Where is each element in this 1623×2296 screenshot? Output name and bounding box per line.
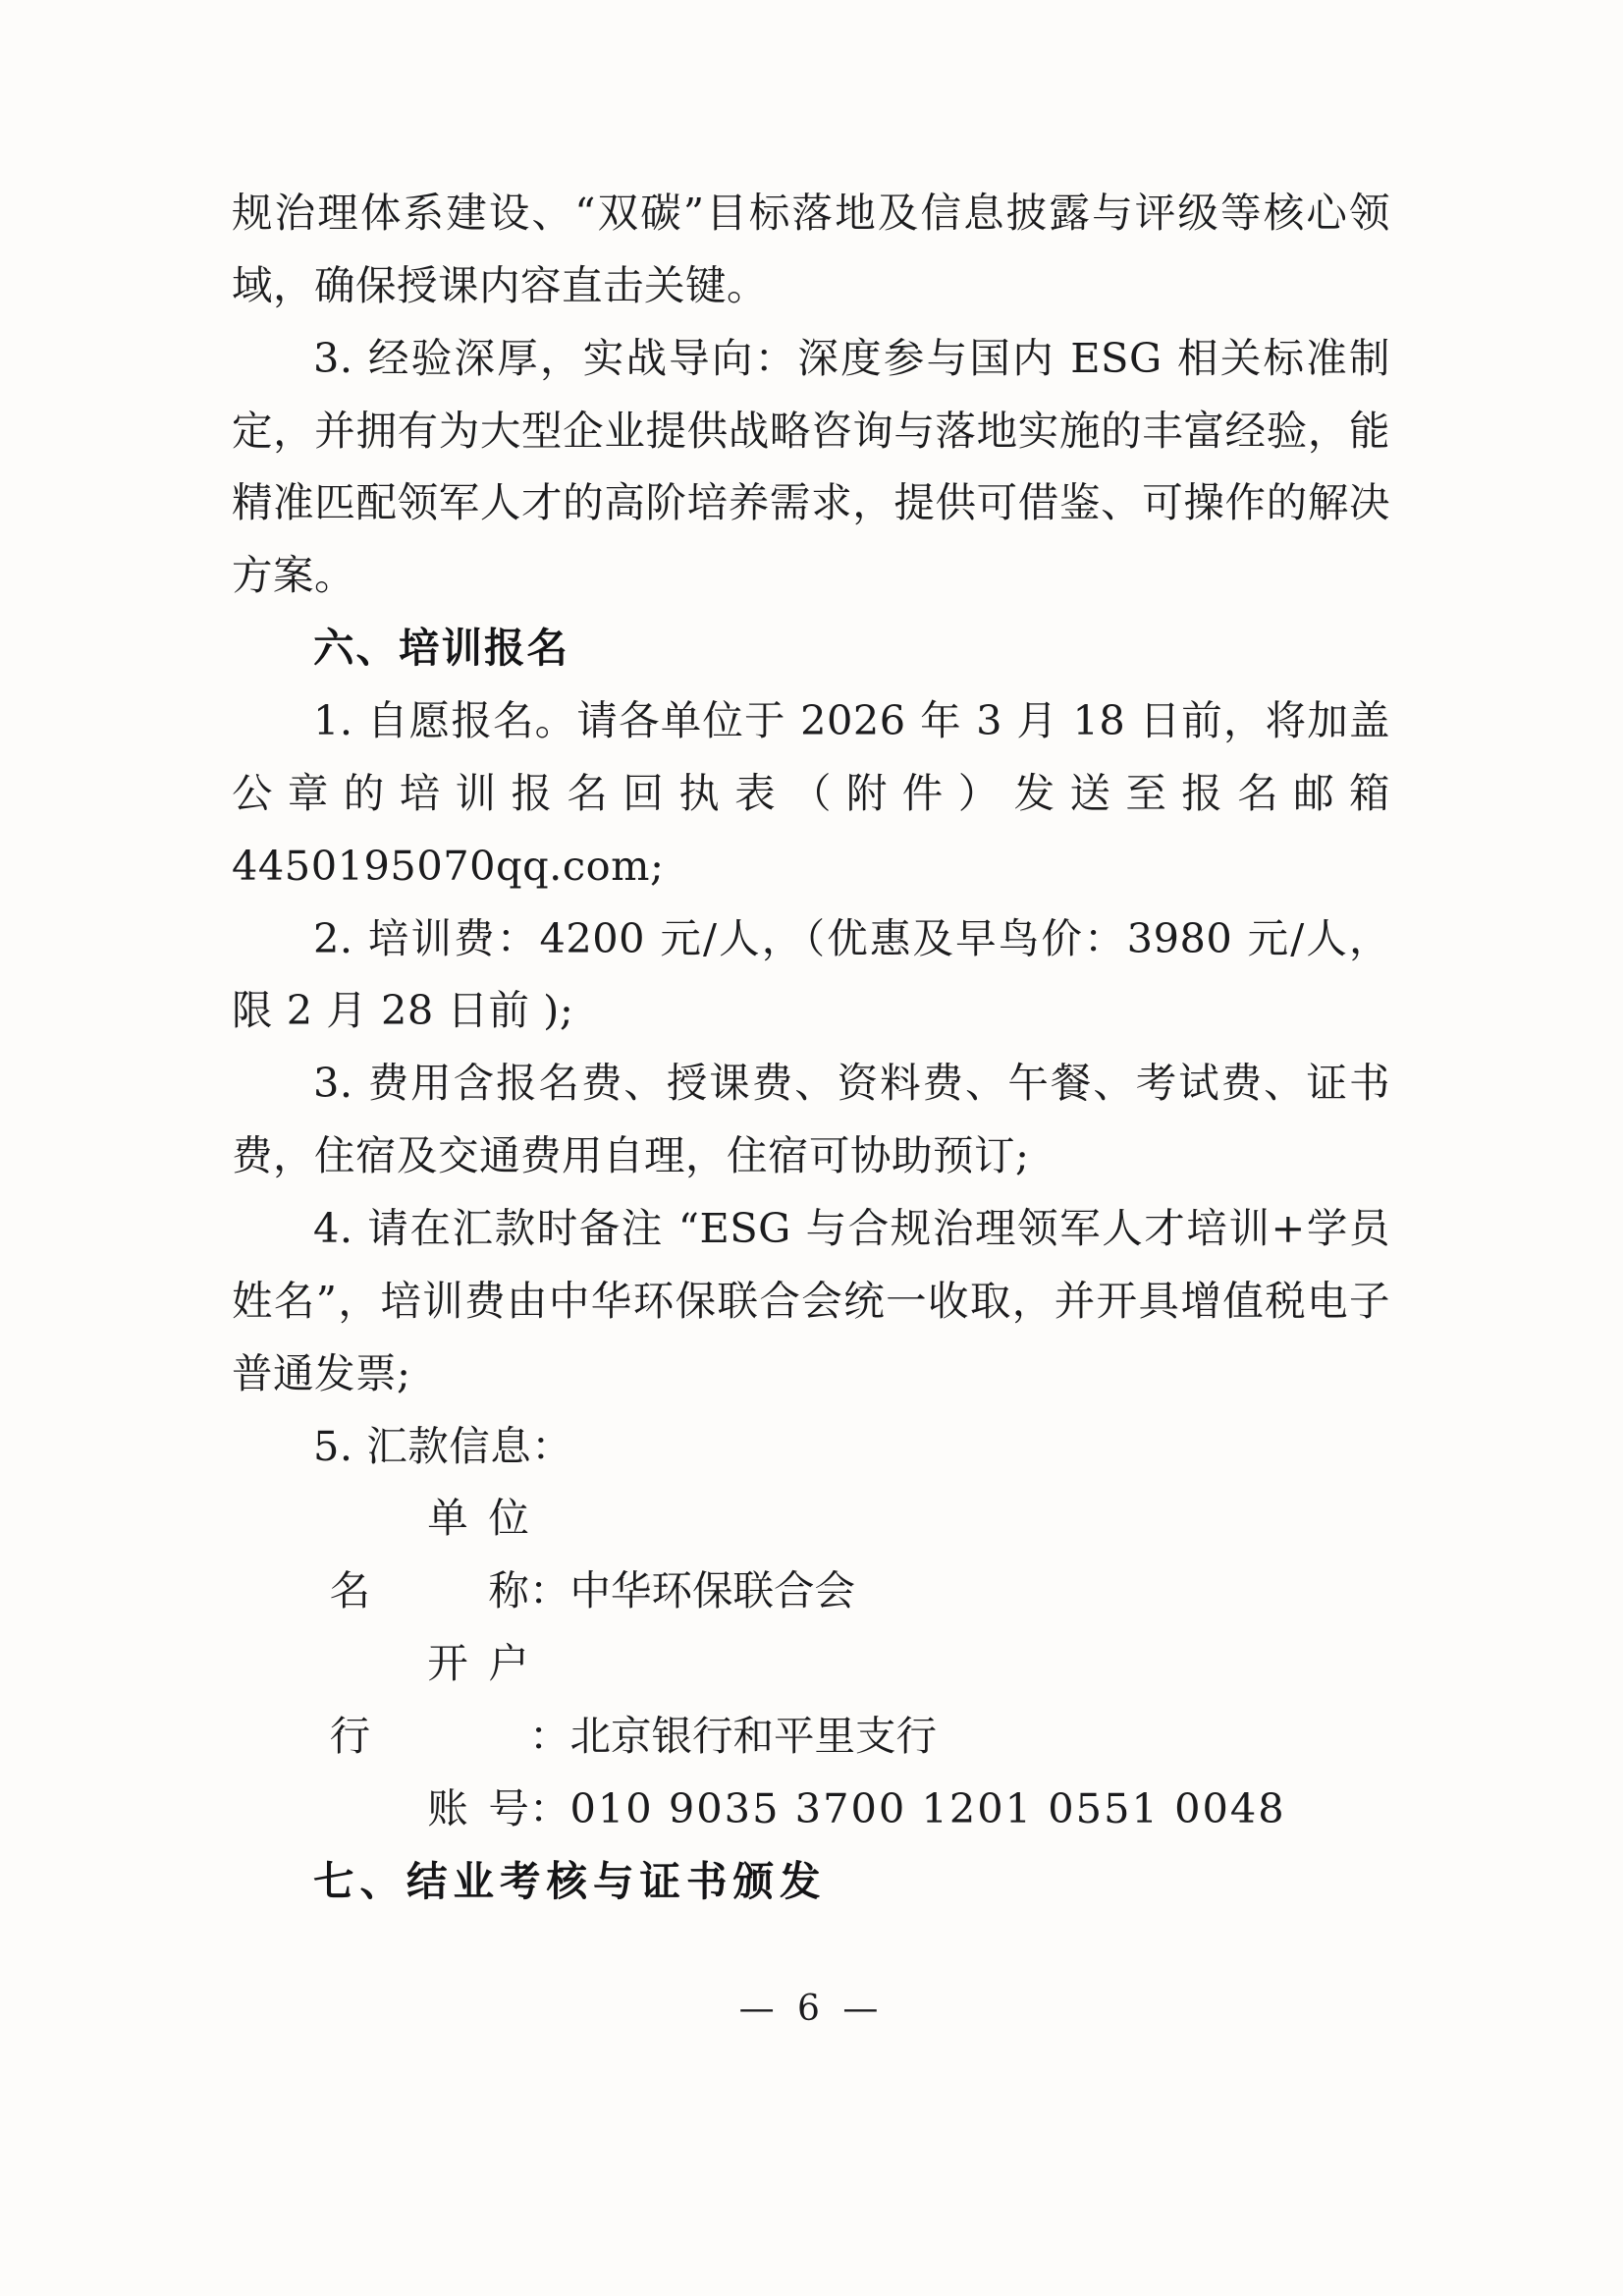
heading-section-six: 六、培训报名 (313, 624, 570, 673)
bank-account-line (232, 1773, 1390, 1845)
paragraph-signup-item-2: 2. 培训费：4200 元/人，（优惠及早鸟价：3980 元/人，限 2 月 28 日前 ); (232, 913, 1390, 1035)
bank-unit-name-line (232, 1482, 1390, 1627)
bank-unit-name-value: 中华环保联合会 (569, 1566, 855, 1615)
paragraph-signup-item-3: 3. 费用含报名费、授课费、资料费、午餐、考试费、证书费，住宿及交通费用自理，住宿可协助预订; (232, 1059, 1390, 1180)
bank-unit-name-colon: ： (528, 1566, 570, 1615)
paragraph-signup-item-4: 4. 请在汇款时备注 “ESG 与合规治理领军人才培训+学员姓名”，培训费由中华环保联合会统一收取，并开具增值税电子普通发票; (232, 1204, 1390, 1397)
paragraph-signup-item-1: 1. 自愿报名。请各单位于 2026 年 3 月 18 日前，将加盖公章的培训报名回执表（附件）发送至报名邮箱 4450195070qq.com; (232, 696, 1390, 890)
document-body (232, 177, 1390, 1918)
bank-branch-line (232, 1627, 1390, 1773)
bank-branch-label: 开户行 (329, 1639, 529, 1761)
bank-account-label: 账号 (427, 1783, 529, 1832)
bank-account-colon: ： (528, 1783, 570, 1832)
paragraph-continued: 规治理体系建设、“双碳”目标落地及信息披露与评级等核心领域，确保授课内容直击关键。 (232, 189, 1390, 309)
heading-section-seven: 七、结业考核与证书颁发 (313, 1856, 827, 1905)
paragraph-item-3-experience: 3. 经验深厚，实战导向：深度参与国内 ESG 相关标准制定，并拥有为大型企业提供战略咨询与落地实施的丰富经验，能精准匹配领军人才的高阶培养需求，提供可借鉴、可操作的解决方案。 (232, 333, 1390, 600)
paragraph-signup-item-5: 5. 汇款信息： (313, 1421, 573, 1470)
page-number: — 6 — (738, 1989, 885, 2029)
bank-branch-colon: ： (528, 1712, 570, 1761)
bank-account-value: 010 9035 3700 1201 0551 0048 (569, 1783, 1286, 1832)
bank-unit-name-label: 单位名称 (329, 1494, 529, 1615)
bank-branch-value: 北京银行和平里支行 (569, 1712, 937, 1761)
